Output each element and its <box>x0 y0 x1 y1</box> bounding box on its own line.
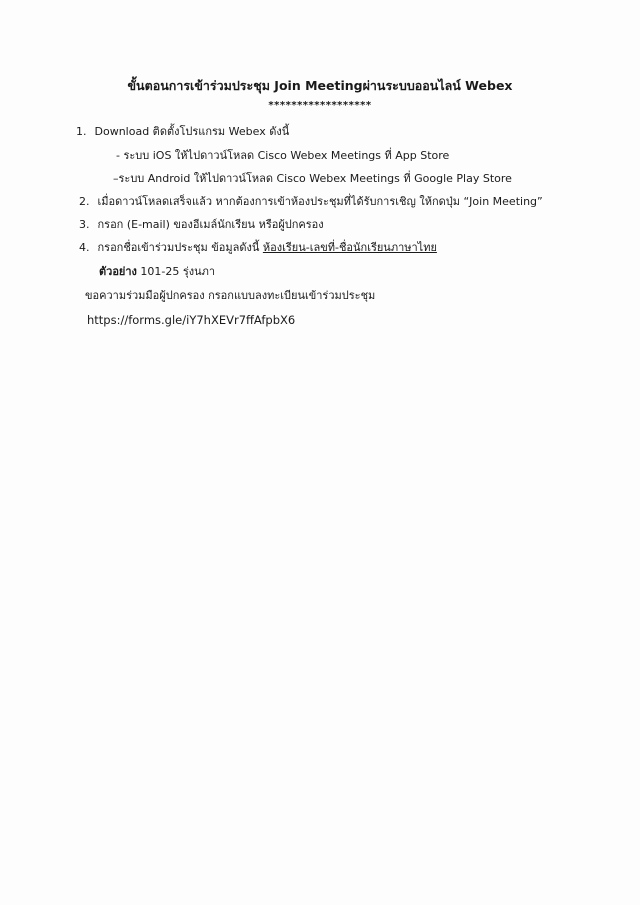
step-number: 1. <box>76 125 87 138</box>
step-number: 4. <box>79 241 90 254</box>
request-text: ขอความร่วมมือผู้ปกครอง กรอกแบบลงทะเบียนเข้าร่วมประชุม <box>85 289 376 302</box>
form-link[interactable]: https://forms.gle/iY7hXEVr7ffAfpbX6 <box>87 313 296 327</box>
step-2 <box>79 195 543 209</box>
step-text: Download ติดตั้งโปรแกรม Webex ดังนี้ <box>94 125 290 138</box>
step-text: กรอก (E-mail) ของอีเมล์นักเรียน หรือผู้ปกครอง <box>97 218 324 231</box>
step-3 <box>79 218 324 232</box>
sub-item-ios: - ระบบ iOS ให้ไปดาวน์โหลด Cisco Webex Meetings ที่ App Store <box>116 149 450 162</box>
step-text: เมื่อดาวน์โหลดเสร็จแล้ว หากต้องการเข้าห้องประชุมที่ได้รับการเชิญ ให้กดปุ่ม “Join Meeting” <box>97 195 543 208</box>
sub-item-android: –ระบบ Android ให้ไปดาวน์โหลด Cisco Webex Meetings ที่ Google Play Store <box>113 172 512 185</box>
example-label: ตัวอย่าง <box>99 265 137 278</box>
step-4 <box>79 241 437 255</box>
step-number: 3. <box>79 218 90 231</box>
example-line <box>99 265 215 279</box>
step-number: 2. <box>79 195 90 208</box>
example-value: 101-25 รุ่งนภา <box>140 265 216 278</box>
name-format-text: ห้องเรียน-เลขที่-ชื่อนักเรียนภาษาไทย <box>262 241 437 254</box>
document-title: ขั้นตอนการเข้าร่วมประชุม Join Meetingผ่านระบบออนไลน์ Webex <box>127 78 513 93</box>
title-separator: ****************** <box>268 100 372 111</box>
step-1 <box>76 125 289 139</box>
step-text: กรอกชื่อเข้าร่วมประชุม ข้อมูลดังนี้ <box>97 241 263 254</box>
